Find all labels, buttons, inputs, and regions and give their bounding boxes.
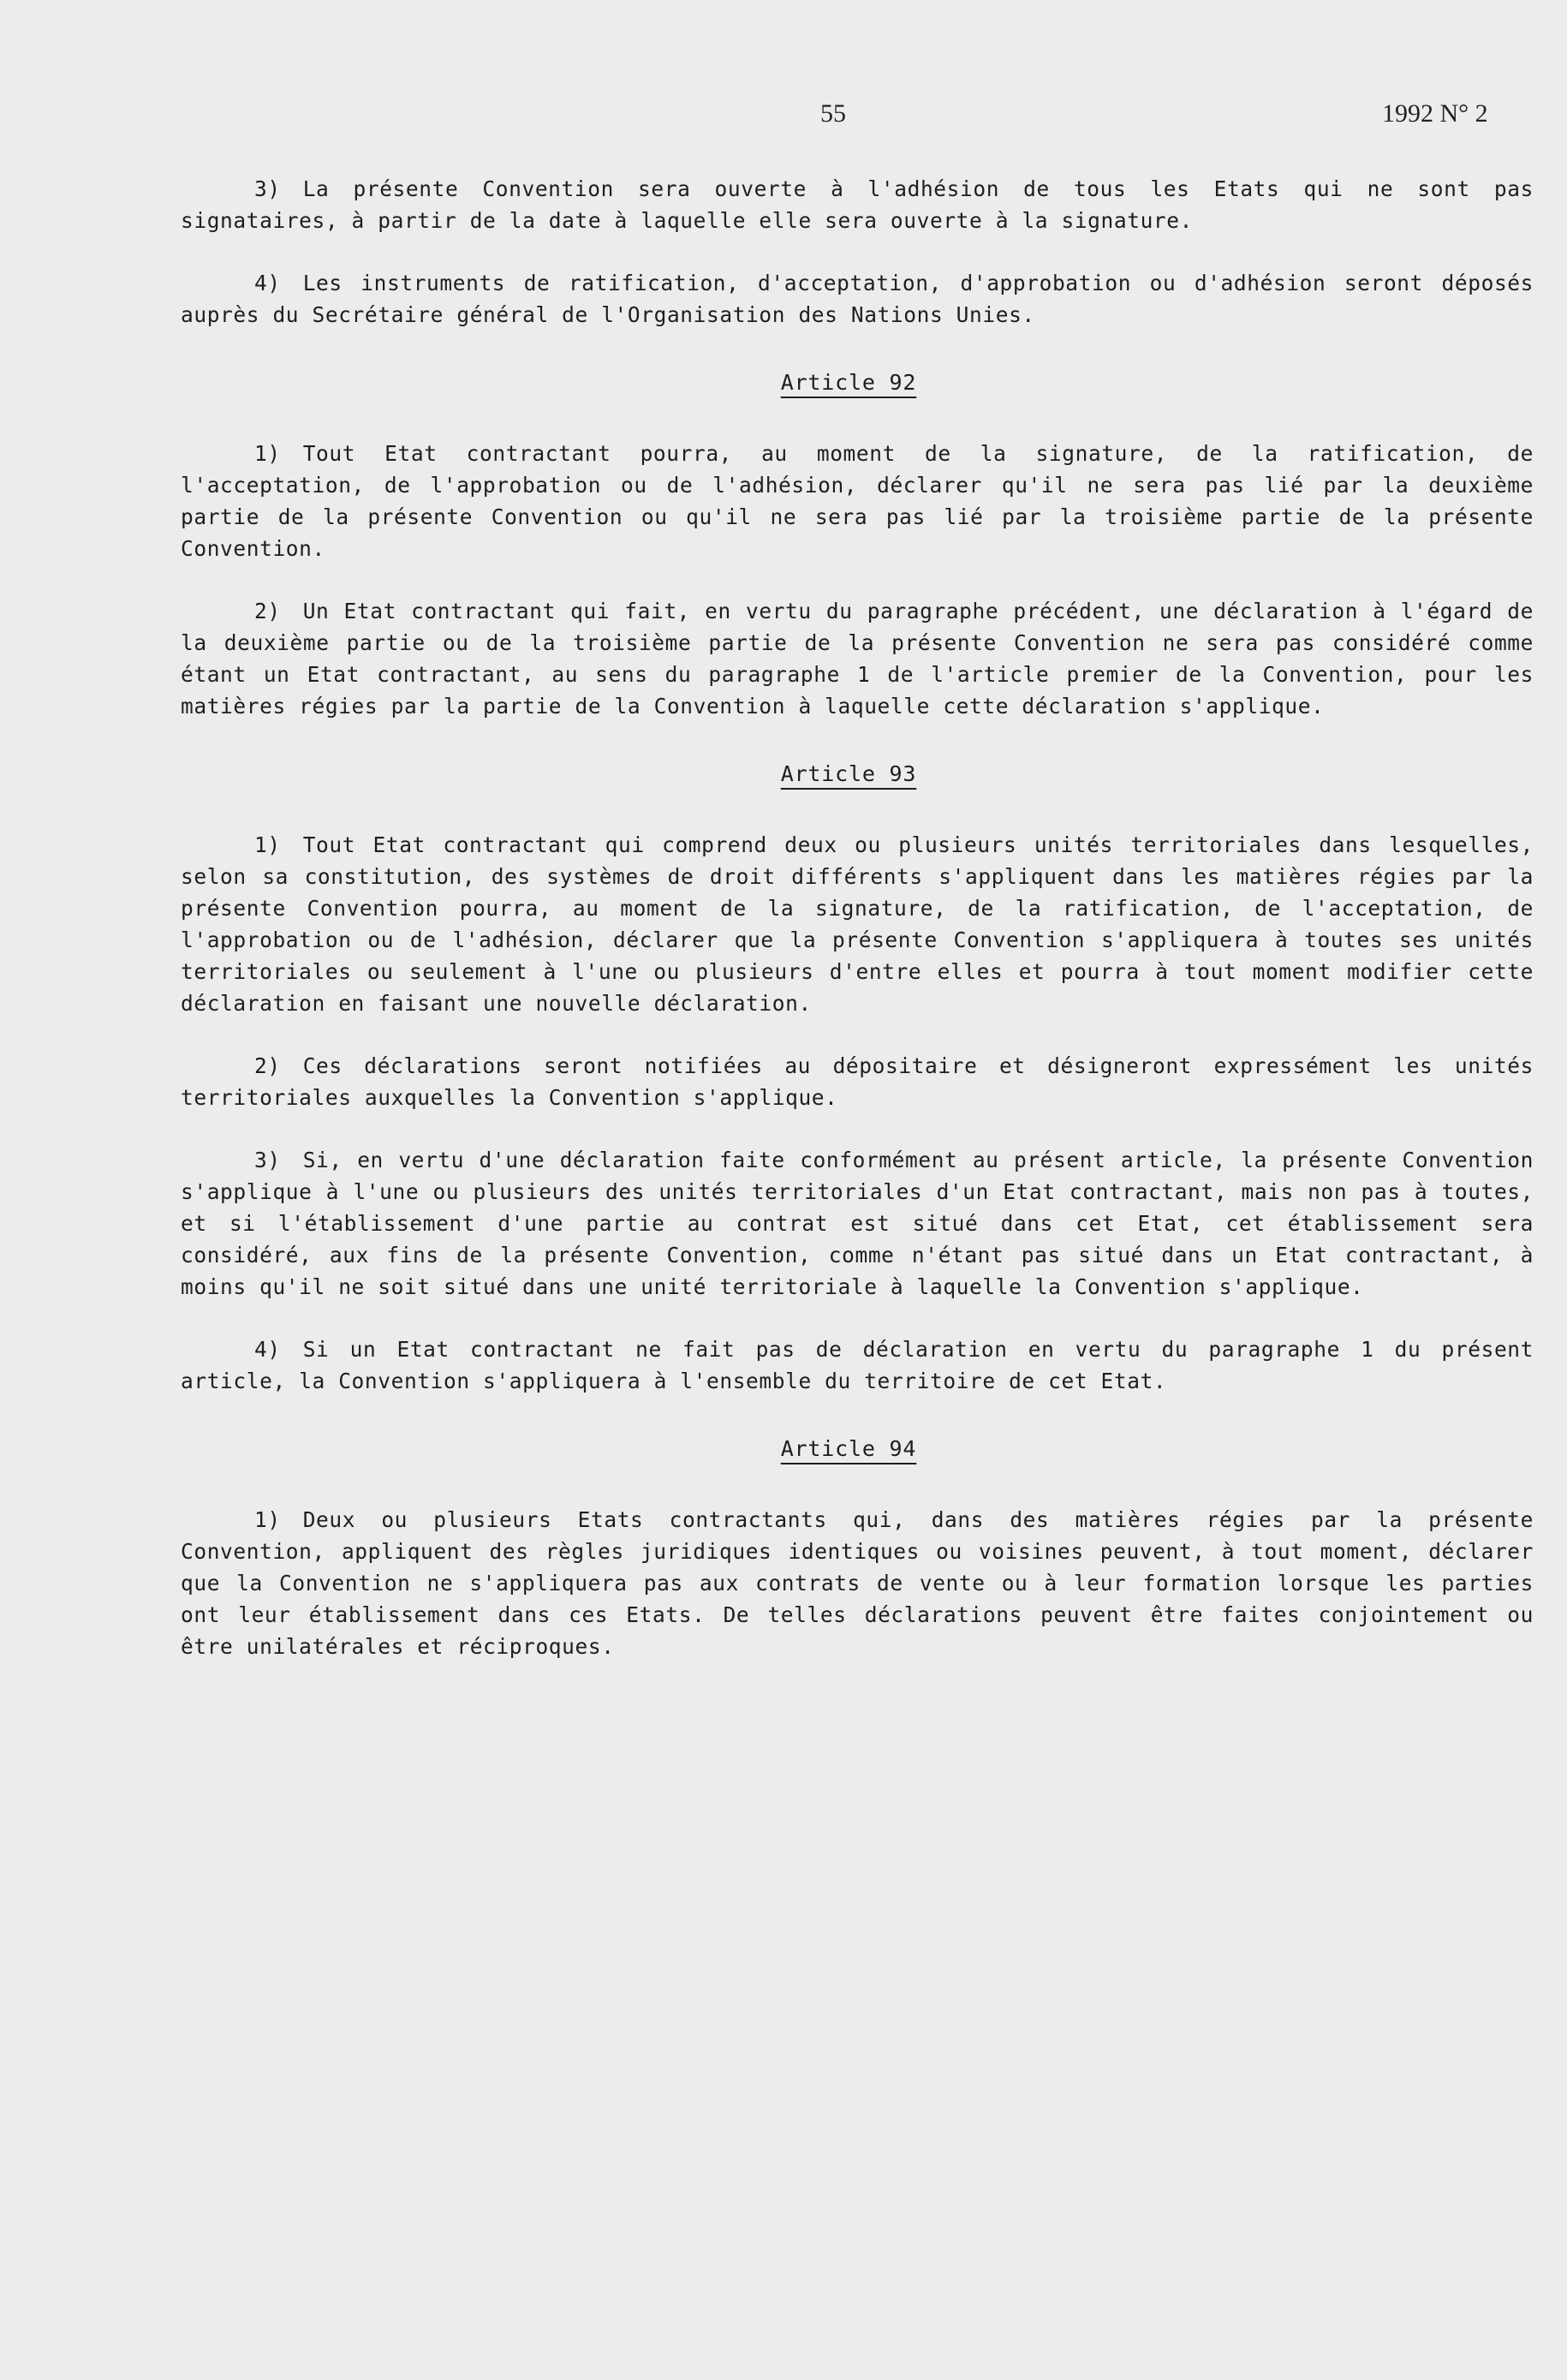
paragraph-number: 1) [254, 1507, 281, 1532]
paragraph [181, 1144, 1534, 1303]
article-heading [181, 370, 1516, 395]
paragraph [181, 438, 1534, 564]
paragraph-text: Les instruments de ratification, d'acceptation, d'approbation ou d'adhésion seront déposés auprès du Secrétaire général de l'Organisation des Nations Unies. [181, 271, 1534, 327]
page-number: 55 [820, 99, 846, 128]
article-title: Article 93 [780, 761, 917, 786]
paragraph-text: La présente Convention sera ouverte à l'adhésion de tous les Etats qui ne sont pas signataires, à partir de la date à laquelle elle sera ouverte à la signature. [181, 176, 1534, 233]
paragraph-number: 4) [254, 271, 281, 295]
article-title: Article 94 [780, 1436, 917, 1461]
paragraph [181, 1050, 1534, 1113]
article-heading [181, 1436, 1516, 1461]
paragraph-number: 3) [254, 1148, 281, 1172]
document-body [181, 173, 1534, 1693]
paragraph-text: Ces déclarations seront notifiées au dépositaire et désigneront expressément les unités territoriales auxquelles la Convention s'applique. [181, 1053, 1534, 1110]
paragraph [181, 173, 1534, 236]
paragraph-number: 2) [254, 1053, 281, 1078]
article-heading [181, 761, 1516, 786]
paragraph [181, 595, 1534, 722]
paragraph [181, 829, 1534, 1019]
journal-reference: 1992 N° 2 [1382, 99, 1488, 128]
paragraph-number: 1) [254, 832, 281, 857]
paragraph-text: Tout Etat contractant qui comprend deux ou plusieurs unités territoriales dans lesquelles, selon sa constitution, des systèmes de droit différents s'appliquent dans les matières régies par la présente Convention pourra, au moment de la signature, de la ratification, de l'acceptation, de l'approbation ou de l'adhésion, déclarer que la présente Convention s'appliquera à toutes ses unités territoriales ou seulement à l'une ou plusieurs d'entre elles et pourra à tout moment modifier cette déclaration en faisant une nouvelle déclaration. [181, 832, 1534, 1016]
paragraph-text: Si, en vertu d'une déclaration faite conformément au présent article, la présente Convention s'applique à l'une ou plusieurs des unités territoriales d'un Etat contractant, mais non pas à toutes, et si l'établissement d'une partie au contrat est situé dans cet Etat, cet établissement sera considéré, aux fins de la présente Convention, comme n'étant pas situé dans un Etat contractant, à moins qu'il ne soit situé dans une unité territoriale à laquelle la Convention s'applique. [181, 1148, 1534, 1299]
paragraph-number: 2) [254, 599, 281, 623]
paragraph-text: Tout Etat contractant pourra, au moment de la signature, de la ratification, de l'acceptation, de l'approbation ou de l'adhésion, déclarer qu'il ne sera pas lié par la deuxième partie de la présente Convention ou qu'il ne sera pas lié par la troisième partie de la présente Convention. [181, 441, 1534, 561]
paragraph-text: Un Etat contractant qui fait, en vertu du paragraphe précédent, une déclaration à l'égard de la deuxième partie ou de la troisième partie de la présente Convention ne sera pas considéré comme étant un Etat contractant, au sens du paragraphe 1 de l'article premier de la Convention, pour les matières régies par la partie de la Convention à laquelle cette déclaration s'applique. [181, 599, 1534, 719]
paragraph [181, 1333, 1534, 1397]
paragraph-number: 4) [254, 1337, 281, 1362]
paragraph [181, 1504, 1534, 1662]
paragraph-text: Si un Etat contractant ne fait pas de déclaration en vertu du paragraphe 1 du présent article, la Convention s'appliquera à l'ensemble du territoire de cet Etat. [181, 1337, 1534, 1393]
paragraph [181, 267, 1534, 331]
paragraph-text: Deux ou plusieurs Etats contractants qui, dans des matières régies par la présente Convention, appliquent des règles juridiques identiques ou voisines peuvent, à tout moment, déclarer que la Convention ne s'appliquera pas aux contrats de vente ou à leur formation lorsque les parties ont leur établissement dans ces Etats. De telles déclarations peuvent être faites conjointement ou être unilatérales et réciproques. [181, 1507, 1534, 1659]
paragraph-number: 1) [254, 441, 281, 466]
paragraph-number: 3) [254, 176, 281, 201]
article-title: Article 92 [780, 370, 917, 395]
